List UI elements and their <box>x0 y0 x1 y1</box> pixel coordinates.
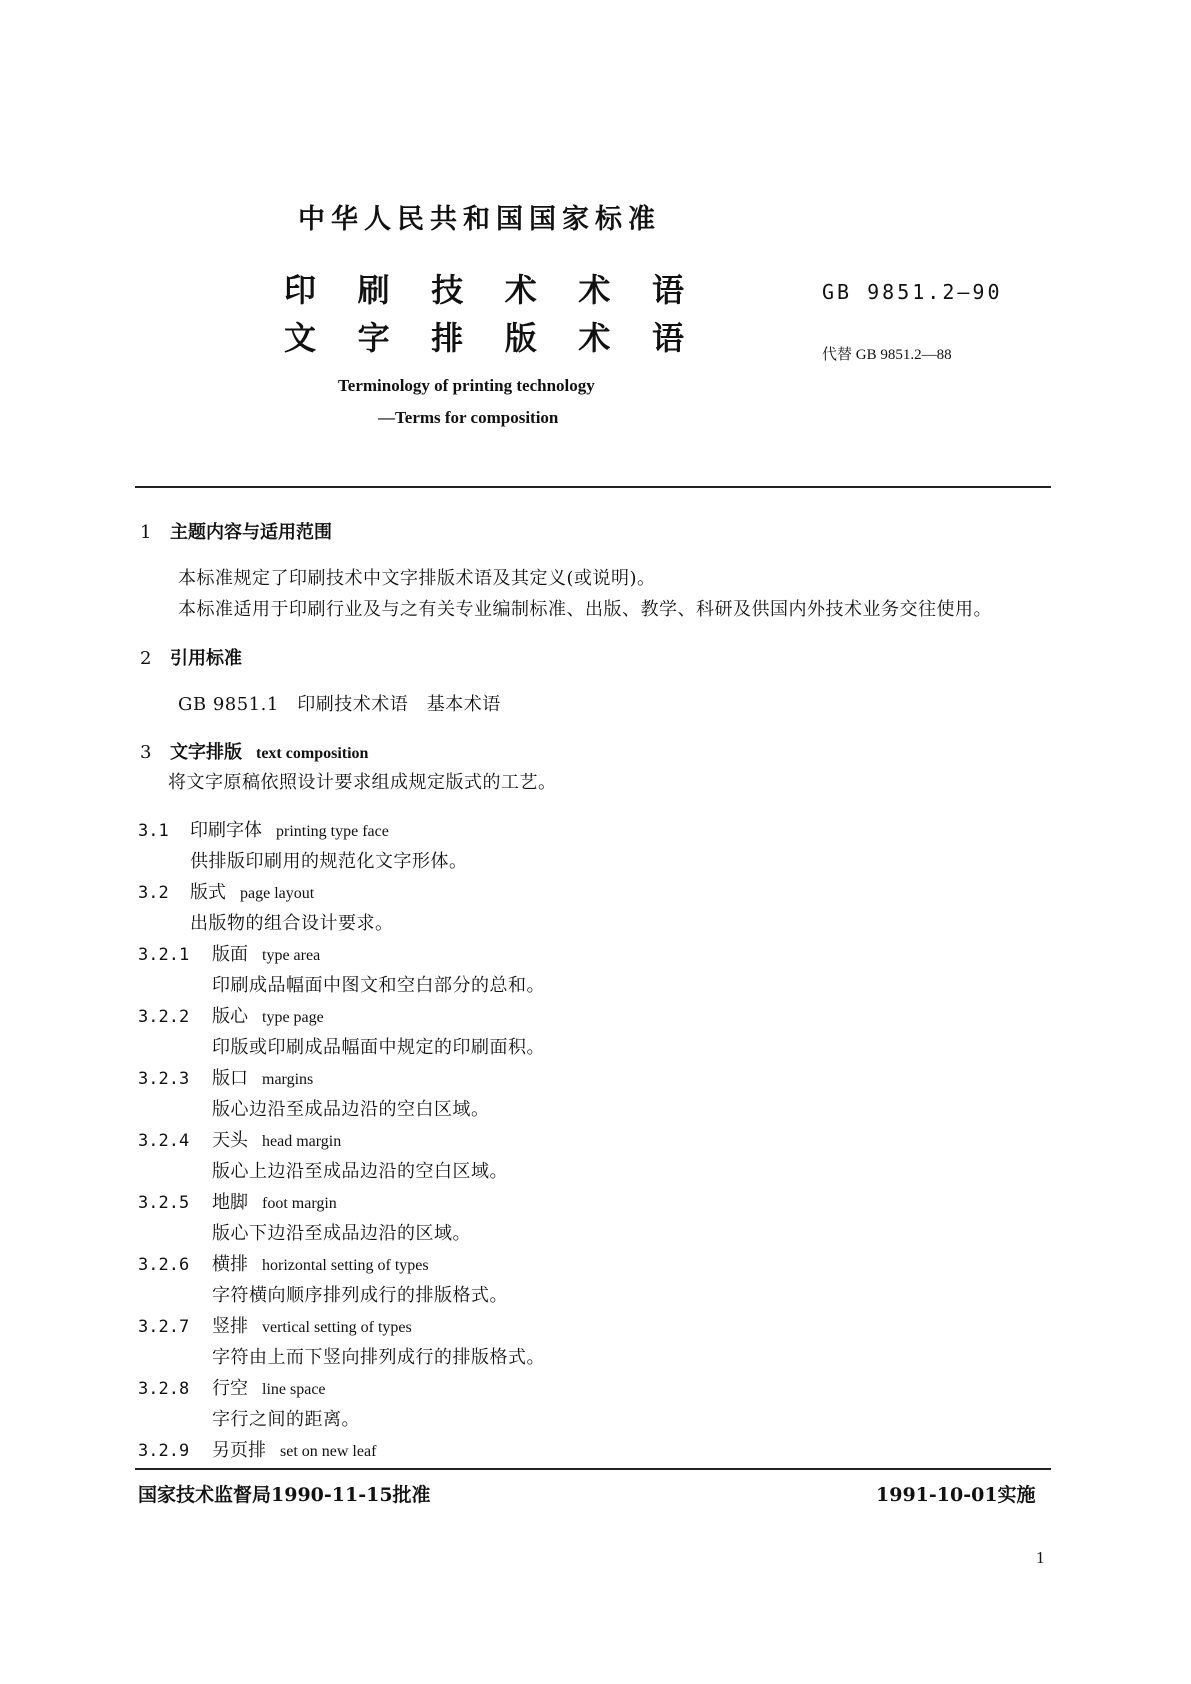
term-chinese: 另页排 <box>212 1440 266 1461</box>
term-number: 3.2.9 <box>138 1441 190 1461</box>
term-definition: 印版或印刷成品幅面中规定的印刷面积。 <box>212 1037 545 1058</box>
term-english: set on new leaf <box>280 1443 377 1460</box>
term-chinese: 版面 <box>212 944 248 965</box>
term-definition: 版心边沿至成品边沿的空白区域。 <box>212 1099 490 1120</box>
term-3-2-8 <box>138 1374 326 1400</box>
section-1-heading <box>140 518 332 544</box>
title-char: 术 <box>504 271 537 309</box>
term-number: 3.2.5 <box>138 1193 190 1213</box>
title-char: 文 <box>284 319 317 357</box>
title-char: 排 <box>431 319 464 357</box>
term-3-2-6 <box>138 1250 429 1276</box>
term-chinese: 地脚 <box>212 1192 248 1213</box>
term-number: 3.2.3 <box>138 1069 190 1089</box>
section-1-paragraph-2: 本标准适用于印刷行业及与之有关专业编制标准、出版、教学、科研及供国内外技术业务交往使用。 <box>178 599 992 620</box>
approval-statement: 国家技术监督局1990-11-15批准 <box>138 1484 431 1506</box>
section-title: 主题内容与适用范围 <box>170 522 332 543</box>
term-3-2-1 <box>138 940 320 966</box>
term-chinese: 天头 <box>212 1130 248 1151</box>
term-chinese: 版式 <box>190 882 226 903</box>
term-definition: 版心上边沿至成品边沿的空白区域。 <box>212 1161 508 1182</box>
term-definition: 印刷成品幅面中图文和空白部分的总和。 <box>212 975 545 996</box>
title-char: 版 <box>504 319 537 357</box>
term-number: 3.2.8 <box>138 1379 190 1399</box>
standard-code: GB 9851.2—90 <box>822 280 1003 304</box>
section-3-heading <box>140 738 368 764</box>
term-3-2-2 <box>138 1002 324 1028</box>
section-title: 文字排版 <box>170 742 242 763</box>
term-number: 3.2 <box>138 883 169 903</box>
term-english: line space <box>262 1381 326 1398</box>
effective-date: 1991-10-01实施 <box>876 1484 1036 1506</box>
section-2-heading <box>140 644 242 670</box>
term-english: type page <box>262 1009 324 1026</box>
title-char: 语 <box>651 271 684 309</box>
term-number: 3.2.4 <box>138 1131 190 1151</box>
term-3-2-9 <box>138 1436 376 1462</box>
replaces-standard: 代替 GB 9851.2—88 <box>822 347 952 363</box>
title-char: 语 <box>651 319 684 357</box>
standard-organization: 中华人民共和国国家标准 <box>298 204 661 235</box>
term-number: 3.2.6 <box>138 1255 190 1275</box>
term-number: 3.2.2 <box>138 1007 190 1027</box>
term-3-2-4 <box>138 1126 341 1152</box>
term-chinese: 横排 <box>212 1254 248 1275</box>
term-definition: 版心下边沿至成品边沿的区域。 <box>212 1223 471 1244</box>
term-3-1 <box>138 816 389 842</box>
section-number: 3 <box>140 742 152 763</box>
term-chinese: 版心 <box>212 1006 248 1027</box>
term-chinese: 版口 <box>212 1068 248 1089</box>
reference-standard: GB 9851.1 印刷技术术语 基本术语 <box>178 694 501 715</box>
term-chinese: 竖排 <box>212 1316 248 1337</box>
term-english: vertical setting of types <box>262 1319 412 1336</box>
english-title-line-1: Terminology of printing technology <box>338 376 595 395</box>
header-divider <box>135 486 1051 488</box>
term-english: margins <box>262 1071 314 1088</box>
term-english: printing type face <box>276 823 389 840</box>
term-english: page layout <box>240 885 315 902</box>
section-1-paragraph-1: 本标准规定了印刷技术中文字排版术语及其定义(或说明)。 <box>178 568 656 589</box>
page-number: 1 <box>1036 1548 1045 1567</box>
section-3-definition: 将文字原稿依照设计要求组成规定版式的工艺。 <box>168 772 557 793</box>
term-number: 3.1 <box>138 821 169 841</box>
title-char: 术 <box>578 319 611 357</box>
english-title-line-2: —Terms for composition <box>378 408 559 427</box>
term-definition: 出版物的组合设计要求。 <box>190 913 394 934</box>
term-chinese: 印刷字体 <box>190 820 262 841</box>
footer-divider <box>135 1468 1051 1470</box>
term-english: type area <box>262 947 321 964</box>
document-title-line-2 <box>284 313 684 359</box>
term-3-2-5 <box>138 1188 337 1214</box>
title-char: 印 <box>284 271 317 309</box>
term-3-2 <box>138 878 314 904</box>
term-number: 3.2.7 <box>138 1317 190 1337</box>
term-number: 3.2.1 <box>138 945 190 965</box>
term-definition: 供排版印刷用的规范化文字形体。 <box>190 851 468 872</box>
section-number: 2 <box>140 648 152 669</box>
term-definition: 字符由上而下竖向排列成行的排版格式。 <box>212 1347 545 1368</box>
term-3-2-7 <box>138 1312 412 1338</box>
term-english: foot margin <box>262 1195 337 1212</box>
term-english: horizontal setting of types <box>262 1257 429 1274</box>
section-title-english: text composition <box>256 745 369 762</box>
title-char: 刷 <box>357 271 390 309</box>
term-definition: 字符横向顺序排列成行的排版格式。 <box>212 1285 508 1306</box>
title-char: 术 <box>578 271 611 309</box>
section-title: 引用标准 <box>170 648 242 669</box>
section-number: 1 <box>140 522 152 543</box>
term-english: head margin <box>262 1133 342 1150</box>
title-char: 技 <box>431 271 464 309</box>
title-char: 字 <box>357 319 390 357</box>
document-title-line-1 <box>284 265 684 311</box>
term-definition: 字行之间的距离。 <box>212 1409 360 1430</box>
term-chinese: 行空 <box>212 1378 248 1399</box>
term-3-2-3 <box>138 1064 313 1090</box>
